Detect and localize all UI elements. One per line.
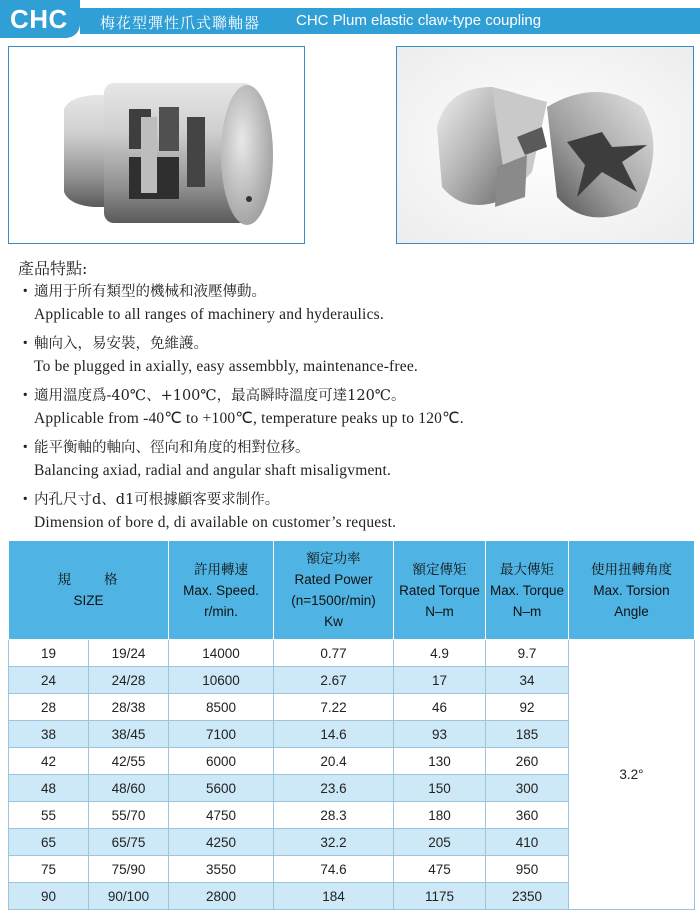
product-code: CHC: [10, 4, 68, 34]
cell-bore: 38/45: [89, 721, 169, 748]
cell-power: 20.4: [274, 748, 394, 775]
cell-rated-torque: 150: [394, 775, 486, 802]
feature-text-zh: 内孔尺寸d、d1可根據顧客要求制作。: [34, 492, 280, 508]
spec-table: [8, 540, 695, 910]
table-row: [9, 640, 695, 667]
cell-power: 23.6: [274, 775, 394, 802]
bullet-icon: ・: [18, 335, 33, 352]
bullet-icon: ・: [18, 387, 33, 404]
column-header-max-torque: 最大傳矩 Max. Torque N–m: [486, 541, 569, 640]
cell-bore: 75/90: [89, 856, 169, 883]
cell-size: 65: [9, 829, 89, 856]
feature-text-zh: 適用于所有類型的機械和液壓傳動。: [34, 284, 266, 300]
cell-bore: 42/55: [89, 748, 169, 775]
column-header-speed: 許用轉速 Max. Speed. r/min.: [169, 541, 274, 640]
features-heading: 產品特點:: [18, 259, 88, 278]
coupling-parts-photo: [396, 46, 694, 244]
cell-rated-torque: 1175: [394, 883, 486, 910]
title-chinese: 梅花型彈性爪式聯軸器: [100, 14, 261, 32]
cell-torsion-angle: 3.2°: [569, 640, 695, 910]
cell-speed: 4250: [169, 829, 274, 856]
cell-speed: 14000: [169, 640, 274, 667]
feature-text-en: Dimension of bore d, di available on customer’s request.: [34, 514, 397, 531]
cell-power: 0.77: [274, 640, 394, 667]
cell-power: 7.22: [274, 694, 394, 721]
cell-size: 28: [9, 694, 89, 721]
cell-rated-torque: 205: [394, 829, 486, 856]
feature-item: [18, 333, 688, 379]
cell-speed: 3550: [169, 856, 274, 883]
brand-tab: [0, 0, 80, 38]
feature-item: [18, 385, 688, 431]
feature-text-en: Applicable to all ranges of machinery and hyderaulics.: [34, 306, 384, 323]
cell-max-torque: 34: [486, 667, 569, 694]
coupling-parts-image: [397, 47, 693, 243]
cell-bore: 55/70: [89, 802, 169, 829]
table-header-row: [9, 541, 695, 640]
bullet-icon: ・: [18, 491, 33, 508]
feature-item: [18, 489, 688, 535]
cell-power: 14.6: [274, 721, 394, 748]
cell-rated-torque: 475: [394, 856, 486, 883]
cell-power: 28.3: [274, 802, 394, 829]
coupling-assembled-photo: [8, 46, 305, 244]
cell-size: 42: [9, 748, 89, 775]
cell-power: 32.2: [274, 829, 394, 856]
page-header: [0, 0, 700, 38]
cell-max-torque: 92: [486, 694, 569, 721]
coupling-assembled-image: [9, 47, 304, 243]
cell-rated-torque: 4.9: [394, 640, 486, 667]
feature-text-zh: 軸向入，易安裝，免維護。: [34, 336, 208, 352]
cell-rated-torque: 130: [394, 748, 486, 775]
cell-size: 38: [9, 721, 89, 748]
cell-max-torque: 260: [486, 748, 569, 775]
cell-max-torque: 360: [486, 802, 569, 829]
cell-bore: 65/75: [89, 829, 169, 856]
feature-text-en: Applicable from -40℃ to +100℃, temperature peaks up to 120℃.: [34, 410, 464, 427]
feature-item: [18, 281, 688, 327]
column-header-power: 額定功率 Rated Power (n=1500r/min) Kw: [274, 541, 394, 640]
cell-rated-torque: 46: [394, 694, 486, 721]
column-header-torsion: 使用扭轉角度 Max. Torsion Angle: [569, 541, 695, 640]
feature-text-en: To be plugged in axially, easy assembbly, maintenance-free.: [34, 358, 419, 375]
cell-speed: 4750: [169, 802, 274, 829]
cell-speed: 10600: [169, 667, 274, 694]
cell-speed: 6000: [169, 748, 274, 775]
cell-rated-torque: 93: [394, 721, 486, 748]
cell-max-torque: 410: [486, 829, 569, 856]
cell-bore: 90/100: [89, 883, 169, 910]
cell-bore: 24/28: [89, 667, 169, 694]
cell-speed: 7100: [169, 721, 274, 748]
cell-power: 2.67: [274, 667, 394, 694]
cell-size: 19: [9, 640, 89, 667]
bullet-icon: ・: [18, 283, 33, 300]
cell-bore: 28/38: [89, 694, 169, 721]
cell-power: 184: [274, 883, 394, 910]
bullet-icon: ・: [18, 439, 33, 456]
cell-max-torque: 300: [486, 775, 569, 802]
cell-bore: 48/60: [89, 775, 169, 802]
cell-max-torque: 9.7: [486, 640, 569, 667]
cell-power: 74.6: [274, 856, 394, 883]
cell-speed: 2800: [169, 883, 274, 910]
feature-text-zh: 適用溫度爲-40℃、+100℃，最高瞬時溫度可達120℃。: [34, 388, 406, 404]
cell-size: 24: [9, 667, 89, 694]
cell-bore: 19/24: [89, 640, 169, 667]
feature-text-en: Balancing axiad, radial and angular shaft misaligvment.: [34, 462, 392, 479]
feature-text-zh: 能平衡軸的軸向、徑向和角度的相對位移。: [34, 440, 310, 456]
cell-size: 75: [9, 856, 89, 883]
cell-rated-torque: 180: [394, 802, 486, 829]
cell-max-torque: 185: [486, 721, 569, 748]
cell-size: 55: [9, 802, 89, 829]
title-english: CHC Plum elastic claw-type coupling: [296, 12, 542, 29]
cell-speed: 8500: [169, 694, 274, 721]
column-header-size: 規 格 SIZE: [9, 541, 169, 640]
cell-max-torque: 2350: [486, 883, 569, 910]
feature-item: [18, 437, 688, 483]
cell-rated-torque: 17: [394, 667, 486, 694]
column-header-rated-torque: 額定傳矩 Rated Torque N–m: [394, 541, 486, 640]
cell-max-torque: 950: [486, 856, 569, 883]
cell-speed: 5600: [169, 775, 274, 802]
cell-size: 48: [9, 775, 89, 802]
cell-size: 90: [9, 883, 89, 910]
